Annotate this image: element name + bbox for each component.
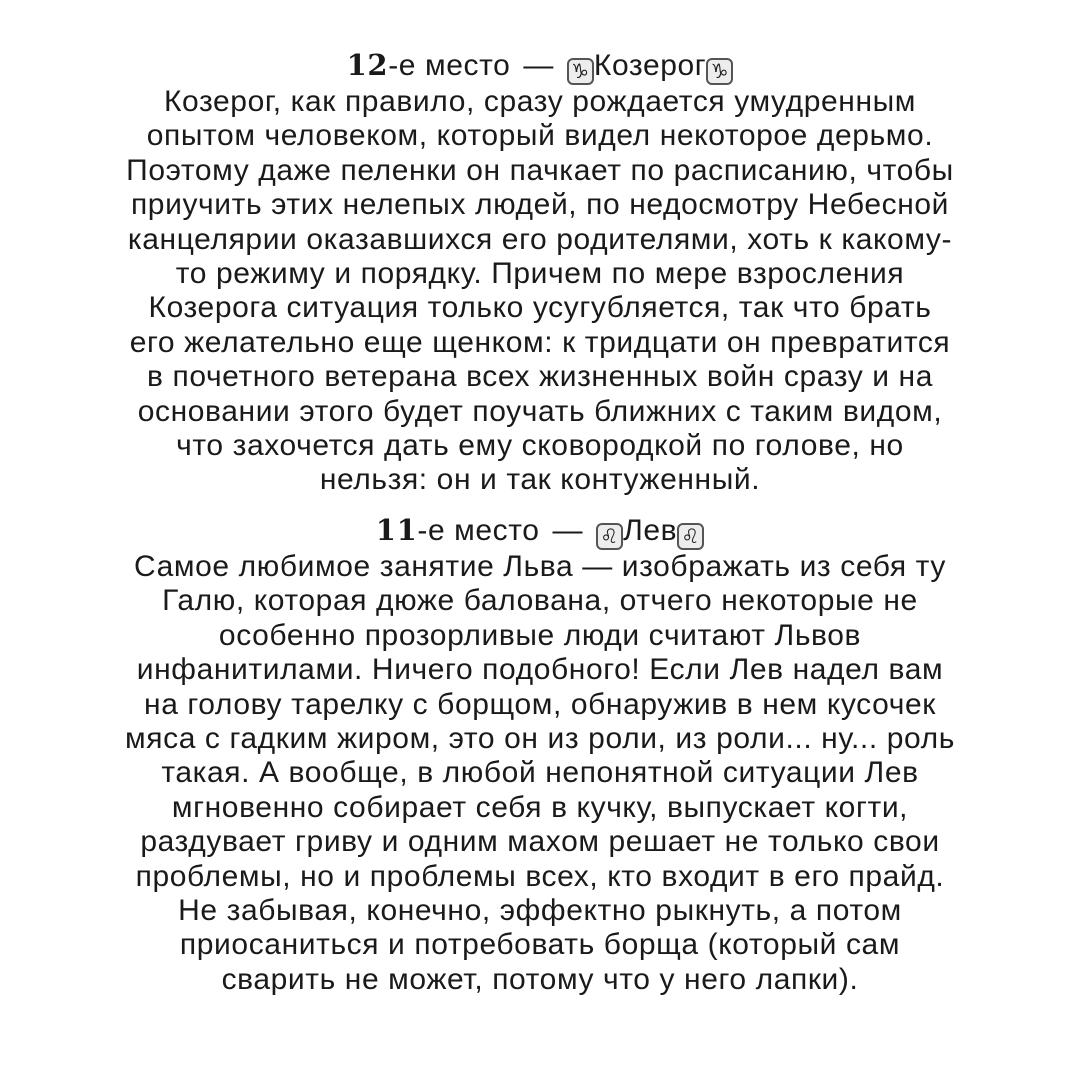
text-line: мяса с гадким жиром, это он из роли, из роли... ну... роль: [125, 722, 955, 756]
text-line: нельзя: он и так контуженный.: [319, 463, 761, 497]
text-line: Поэтому даже пеленки он пачкает по расписанию, чтобы: [126, 153, 954, 187]
text-line: канцелярии оказавшихся его родителями, хоть к какому-: [127, 222, 953, 256]
section-text: [30, 550, 1050, 997]
text-line: опытом человеком, который видел некоторое дерьмо.: [146, 119, 934, 153]
text-line: Самое любимое занятие Льва — изображать из себя ту: [134, 550, 946, 583]
text-line: проблемы, но и проблемы всех, кто входит в его прайд.: [135, 859, 945, 893]
text-line: особенно прозорливые люди считают Львов: [218, 618, 862, 652]
section-text: [30, 85, 1050, 498]
title-dash: —: [552, 514, 584, 547]
text-line: что захочется дать ему сковородкой по голове, но: [176, 429, 904, 463]
text-line: Не забывая, конечно, эффектно рыкнуть, а потом: [178, 894, 902, 928]
text-line: Козерога ситуация только усугубляется, так что брать: [148, 291, 932, 325]
capricorn-sign-icon: ♑: [706, 58, 733, 85]
text-line: приосаниться и потребовать борща (который сам: [179, 928, 901, 962]
leo-sign-icon: ♌: [677, 523, 704, 550]
section-title: [30, 513, 1050, 550]
text-line: Галю, которая дюже балована, отчего некоторые не: [162, 584, 918, 618]
text-line: приучить этих нелепых людей, по недосмотру Небесной: [130, 188, 950, 222]
text-line: на голову тарелку с борщом, обнаружив в нем кусочек: [144, 687, 936, 721]
rank-suffix: -е место: [417, 514, 540, 547]
sign-name: Лев: [623, 514, 678, 547]
text-line: сварить не может, потому что у него лапки).: [221, 962, 859, 996]
text-line: то режиму и порядку. Причем по мере взросления: [175, 257, 905, 291]
text-line: раздувает гриву и одним махом решает не только свои: [140, 825, 940, 859]
text-line: основании этого будет поучать ближних с таким видом,: [137, 394, 943, 428]
text-line: такая. А вообще, в любой непонятной ситуации Лев: [161, 756, 919, 790]
sign-name: Козерог: [593, 49, 707, 82]
text-line: мгновенно собирает себя в кучку, выпускает когти,: [171, 790, 909, 824]
leo-sign-icon: ♌: [596, 523, 623, 550]
section-title: [30, 48, 1050, 85]
rank-number: 11: [375, 513, 418, 547]
text-line: инфанитилами. Ничего подобного! Если Лев надел вам: [136, 653, 944, 687]
text-line: его желательно еще щенком: к тридцати он превратится: [129, 325, 951, 359]
text-line: Козерог, как правило, сразу рождается умудренным: [163, 85, 917, 118]
capricorn-section: [30, 48, 1050, 498]
leo-section: [30, 513, 1050, 997]
text-line: в почетного ветерана всех жизненных войн сразу и на: [147, 360, 933, 394]
capricorn-sign-icon: ♑: [567, 58, 594, 85]
rank-number: 12: [346, 48, 389, 82]
rank-suffix: -е место: [388, 49, 511, 82]
title-dash: —: [523, 49, 554, 82]
